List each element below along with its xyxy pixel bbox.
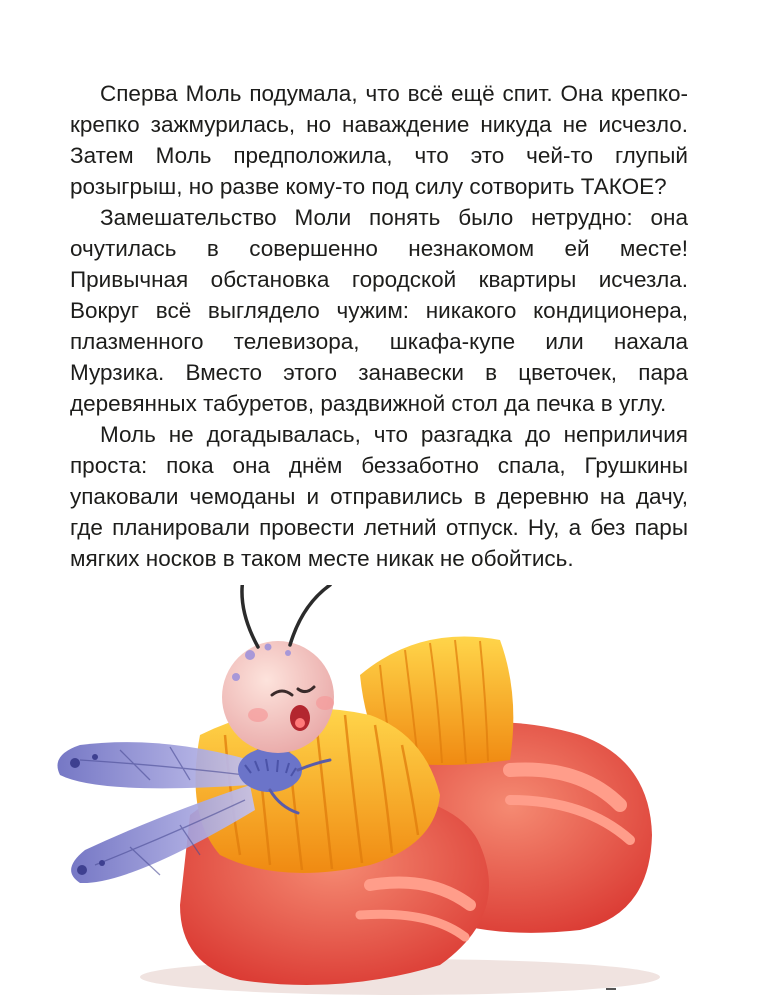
paragraph-3: Моль не догадывалась, что разгадка до неприличия проста: пока она днём беззаботно спала, Грушкины упаковали чемоданы и отправились в деревню на дачу, где планировали провести летний отпуск. Ну, а без пары мягких носков в таком месте никак не обойтись. <box>70 422 688 571</box>
page-mark <box>606 988 616 990</box>
paragraph-1: Сперва Моль подумала, что всё ещё спит. Она крепко-крепко зажмурилась, но наваждение никуда не исчезло. Затем Моль предположила, что это чей-то глупый розыгрыш, но разве кому-то под силу сотворить ТАКОЕ? <box>70 81 688 199</box>
story-text <box>70 78 688 574</box>
paragraph-2: Замешательство Моли понять было нетрудно: она очутилась в совершенно незнакомом ей месте! Привычная обстановка городской квартиры исчезла. Вокруг всё выглядело чужим: никакого кондиционера, плазменного телевизора, шкафа-купе или нахала Мурзика. Вместо этого занавески в цветочек, пара деревянных табуретов, раздвижной стол да печка в углу. <box>70 205 688 416</box>
moth-head <box>222 585 334 753</box>
moth-on-socks-illustration <box>40 585 700 1000</box>
